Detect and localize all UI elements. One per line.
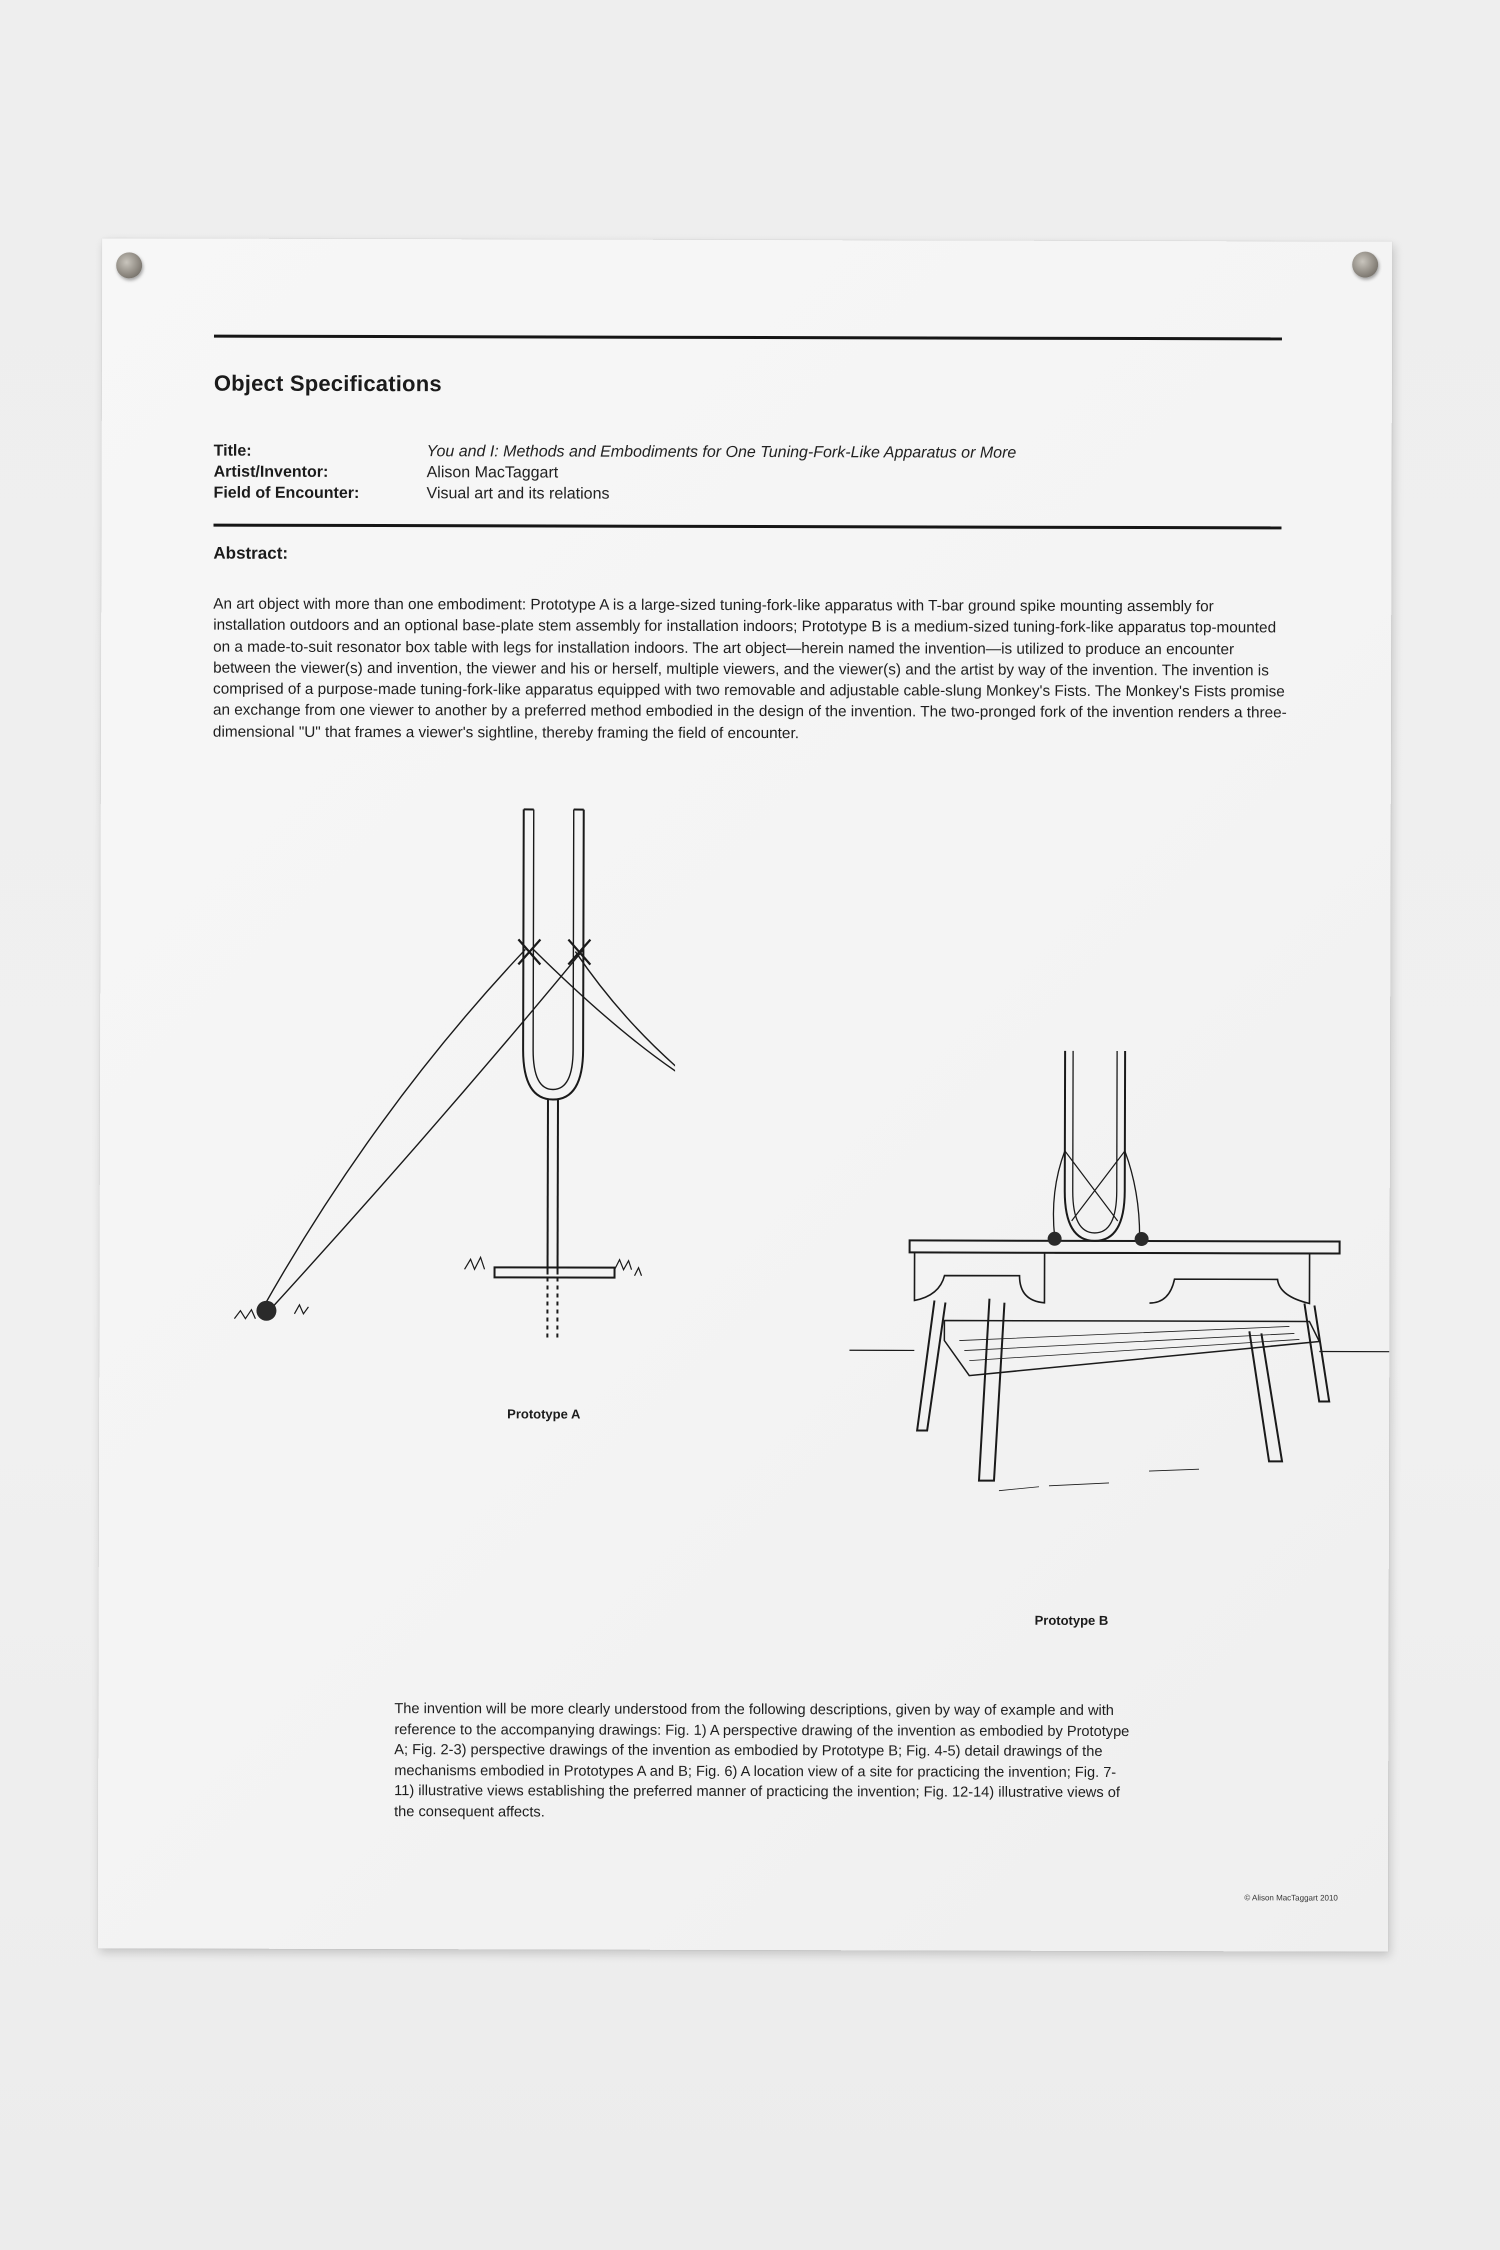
meta-value-artist: Alison MacTaggart (426, 464, 559, 482)
meta-label-artist: Artist/Inventor: (213, 463, 329, 481)
prototype-b-caption: Prototype B (1034, 1612, 1109, 1628)
fork-inner (533, 809, 574, 1089)
meta-value-field: Visual art and its relations (426, 485, 610, 503)
document-sheet (98, 238, 1392, 1951)
meta-label-title: Title: (213, 442, 252, 460)
copyright-notice: © Alison MacTaggart 2010 (1244, 1893, 1338, 1903)
page-heading: Object Specifications (213, 370, 442, 397)
meta-label-field: Field of Encounter: (213, 484, 360, 502)
abstract-label: Abstract: (213, 543, 289, 563)
middle-rule (213, 524, 1281, 530)
prototype-a-drawing (194, 799, 676, 1380)
meta-value-title: You and I: Methods and Embodiments for One Tuning-Fork-Like Apparatus or More (426, 443, 1017, 462)
monkey-fist-right-b (1135, 1232, 1149, 1246)
monkey-fist-left (256, 1301, 276, 1321)
pin-left (116, 252, 142, 278)
monkey-fist-left-b (1048, 1232, 1062, 1246)
abstract-text: An art object with more than one embodiment: Prototype A is a large-sized tuning-fork-like apparatus with T-bar ground spike mounting assembly for installation outdoors and an optional base-plate stem assembly for installation indoors; Prototype B is a medium-sized tuning-fork-like apparatus top-mounted on a made-to-suit resonator box table with legs for installation indoors. The art object—herein named the invention—is utilized to produce an encounter between the viewer(s) and invention, the viewer and his or herself, multiple viewers, and the viewer(s) and the artist by way of the invention. The invention is comprised of a purpose-made tuning-fork-like apparatus equipped with two removable and adjustable cable-slung Monkey's Fists. The Monkey's Fists promise an exchange from one viewer to another by a preferred method embodied in the design of the invention. The two-pronged fork of the invention renders a three-dimensional "U" that frames a viewer's sightline, thereby framing the field of encounter. (212, 595, 1287, 742)
prototype-b-drawing (849, 1040, 1390, 1601)
top-rule (214, 335, 1282, 341)
figures-description: The invention will be more clearly understood from the following descriptions, given by way of example and with reference to the accompanying drawings: Fig. 1) A perspective drawing of the invention as embodied by Prototype A; Fig. 2-3) perspective drawings of the invention as embodied by Prototype B; Fig. 4-5) detail drawings of the mechanisms embodied in Prototypes A and B; Fig. 6) A location view of a site for practicing the invention; Fig. 7-11) illustrative views establishing the preferred manner of practicing the invention; Fig. 12-14) illustrative views of the consequent affects. (394, 1701, 1130, 1820)
prototype-a-caption: Prototype A (507, 1406, 581, 1422)
pin-right (1352, 252, 1378, 278)
